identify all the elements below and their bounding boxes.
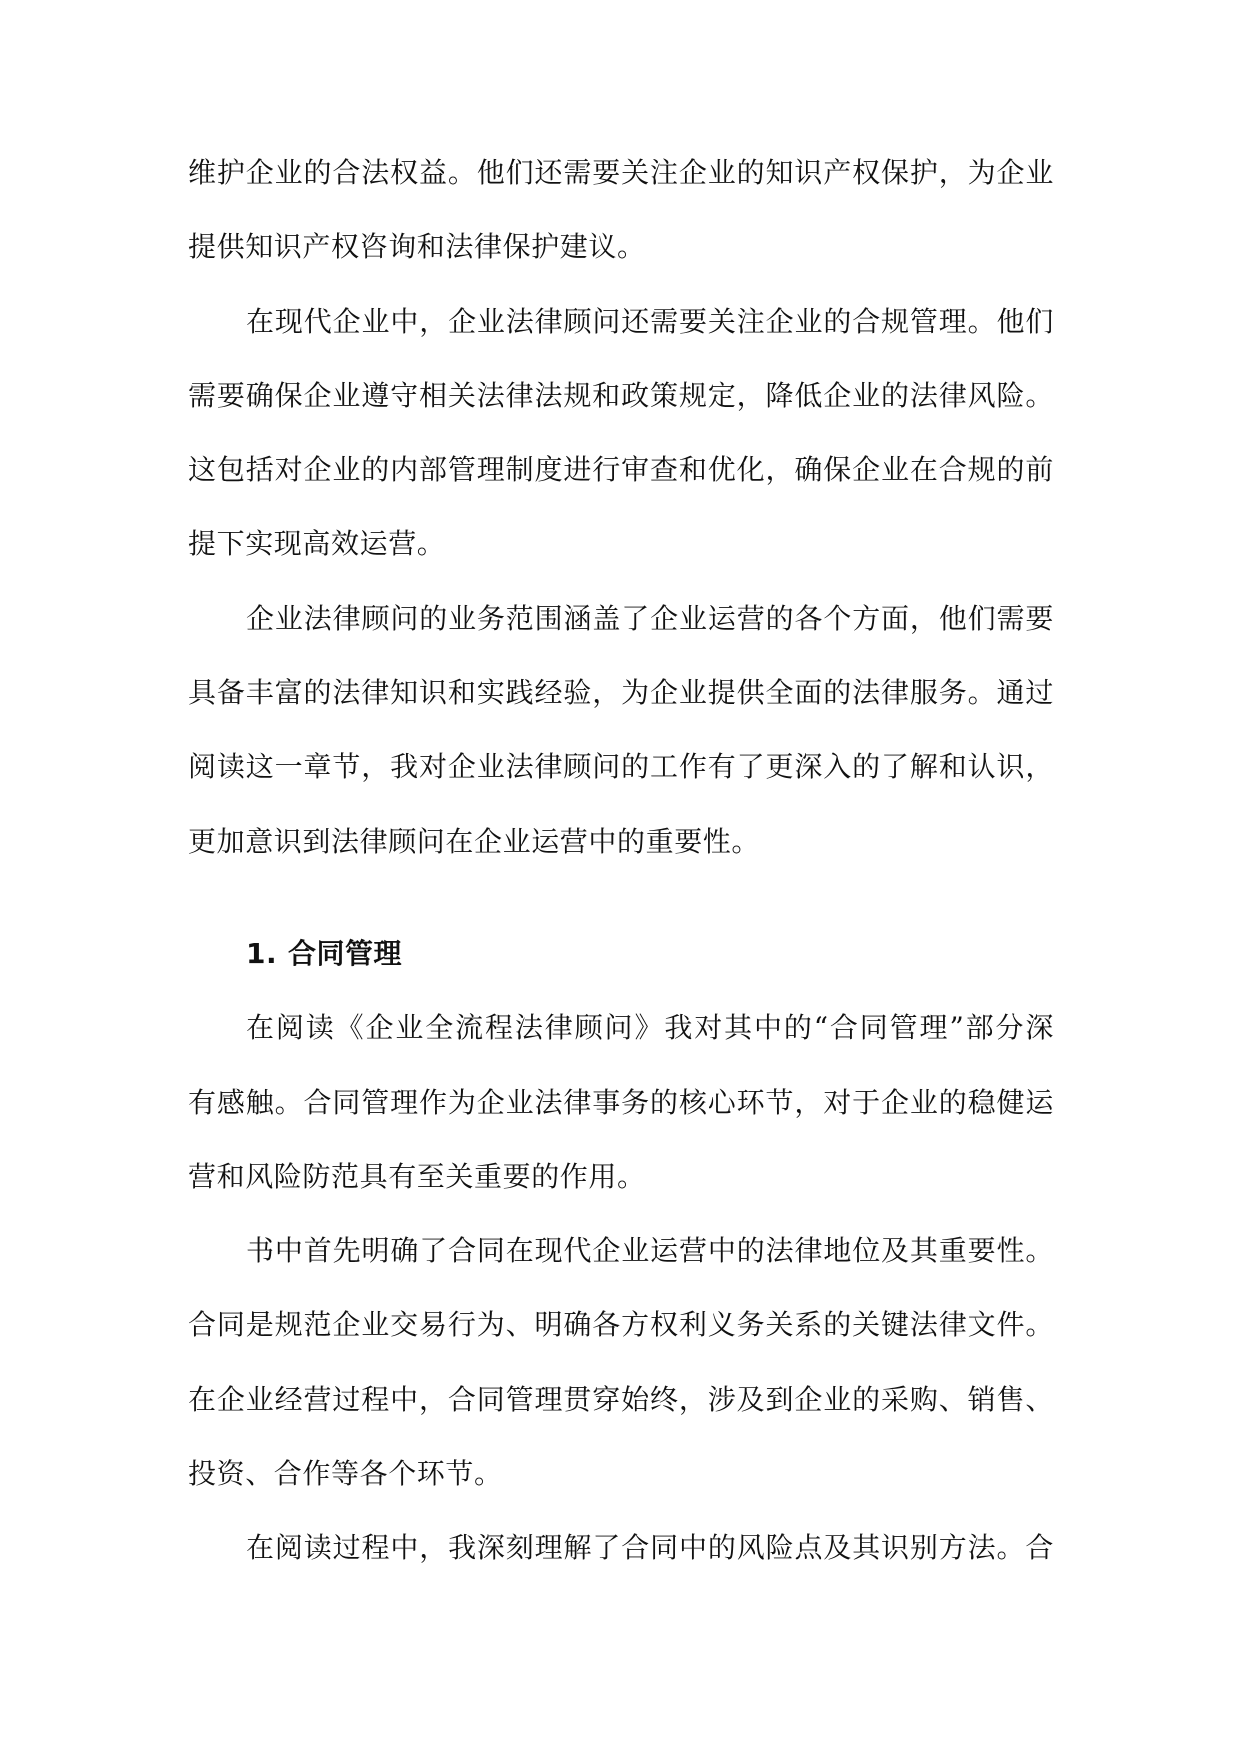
section-heading — [188, 917, 1054, 991]
text-line: 这包括对企业的内部管理制度进行审查和优化，确保企业在合规的前 — [188, 453, 1054, 487]
text-line: 提供知识产权咨询和法律保护建议。 — [188, 230, 646, 264]
text-line: 在阅读过程中，我深刻理解了合同中的风险点及其识别方法。合 — [246, 1531, 1054, 1565]
section-heading-number: 1. — [246, 936, 278, 970]
paragraph — [188, 582, 1054, 879]
text-line: 维护企业的合法权益。他们还需要关注企业的知识产权保护，为企业 — [188, 156, 1054, 189]
text-line: 营和风险防范具有至关重要的作用。 — [188, 1159, 646, 1193]
text-line: 在阅读《企业全流程法律顾问》我对其中的“合同管理”部分深 — [246, 1011, 1054, 1045]
paragraph — [188, 1214, 1054, 1511]
text-line: 提下实现高效运营。 — [188, 527, 446, 561]
text-line: 在现代企业中，企业法律顾问还需要关注企业的合规管理。他们 — [246, 304, 1054, 338]
text-line: 阅读这一章节，我对企业法律顾问的工作有了更深入的了解和认识， — [188, 750, 1054, 784]
paragraph — [188, 136, 1054, 285]
text-line: 具备丰富的法律知识和实践经验，为企业提供全面的法律服务。通过 — [188, 676, 1054, 710]
text-line: 合同是规范企业交易行为、明确各方权利义务关系的关键法律文件。 — [188, 1308, 1054, 1342]
text-line: 在企业经营过程中，合同管理贯穿始终，涉及到企业的采购、销售、 — [188, 1382, 1054, 1416]
text-line: 需要确保企业遵守相关法律法规和政策规定，降低企业的法律风险。 — [188, 378, 1054, 412]
section-heading-text: 合同管理 — [288, 936, 403, 970]
paragraph — [188, 285, 1054, 582]
text-line: 企业法律顾问的业务范围涵盖了企业运营的各个方面，他们需要 — [246, 601, 1054, 635]
paragraph — [188, 991, 1054, 1214]
text-line: 书中首先明确了合同在现代企业运营中的法律地位及其重要性。 — [246, 1234, 1054, 1268]
document-body — [188, 136, 1054, 1586]
text-line: 投资、合作等各个环节。 — [188, 1457, 503, 1491]
text-line: 更加意识到法律顾问在企业运营中的重要性。 — [188, 824, 761, 858]
text-line: 有感触。合同管理作为企业法律事务的核心环节，对于企业的稳健运 — [188, 1085, 1054, 1119]
paragraph — [188, 1511, 1054, 1585]
